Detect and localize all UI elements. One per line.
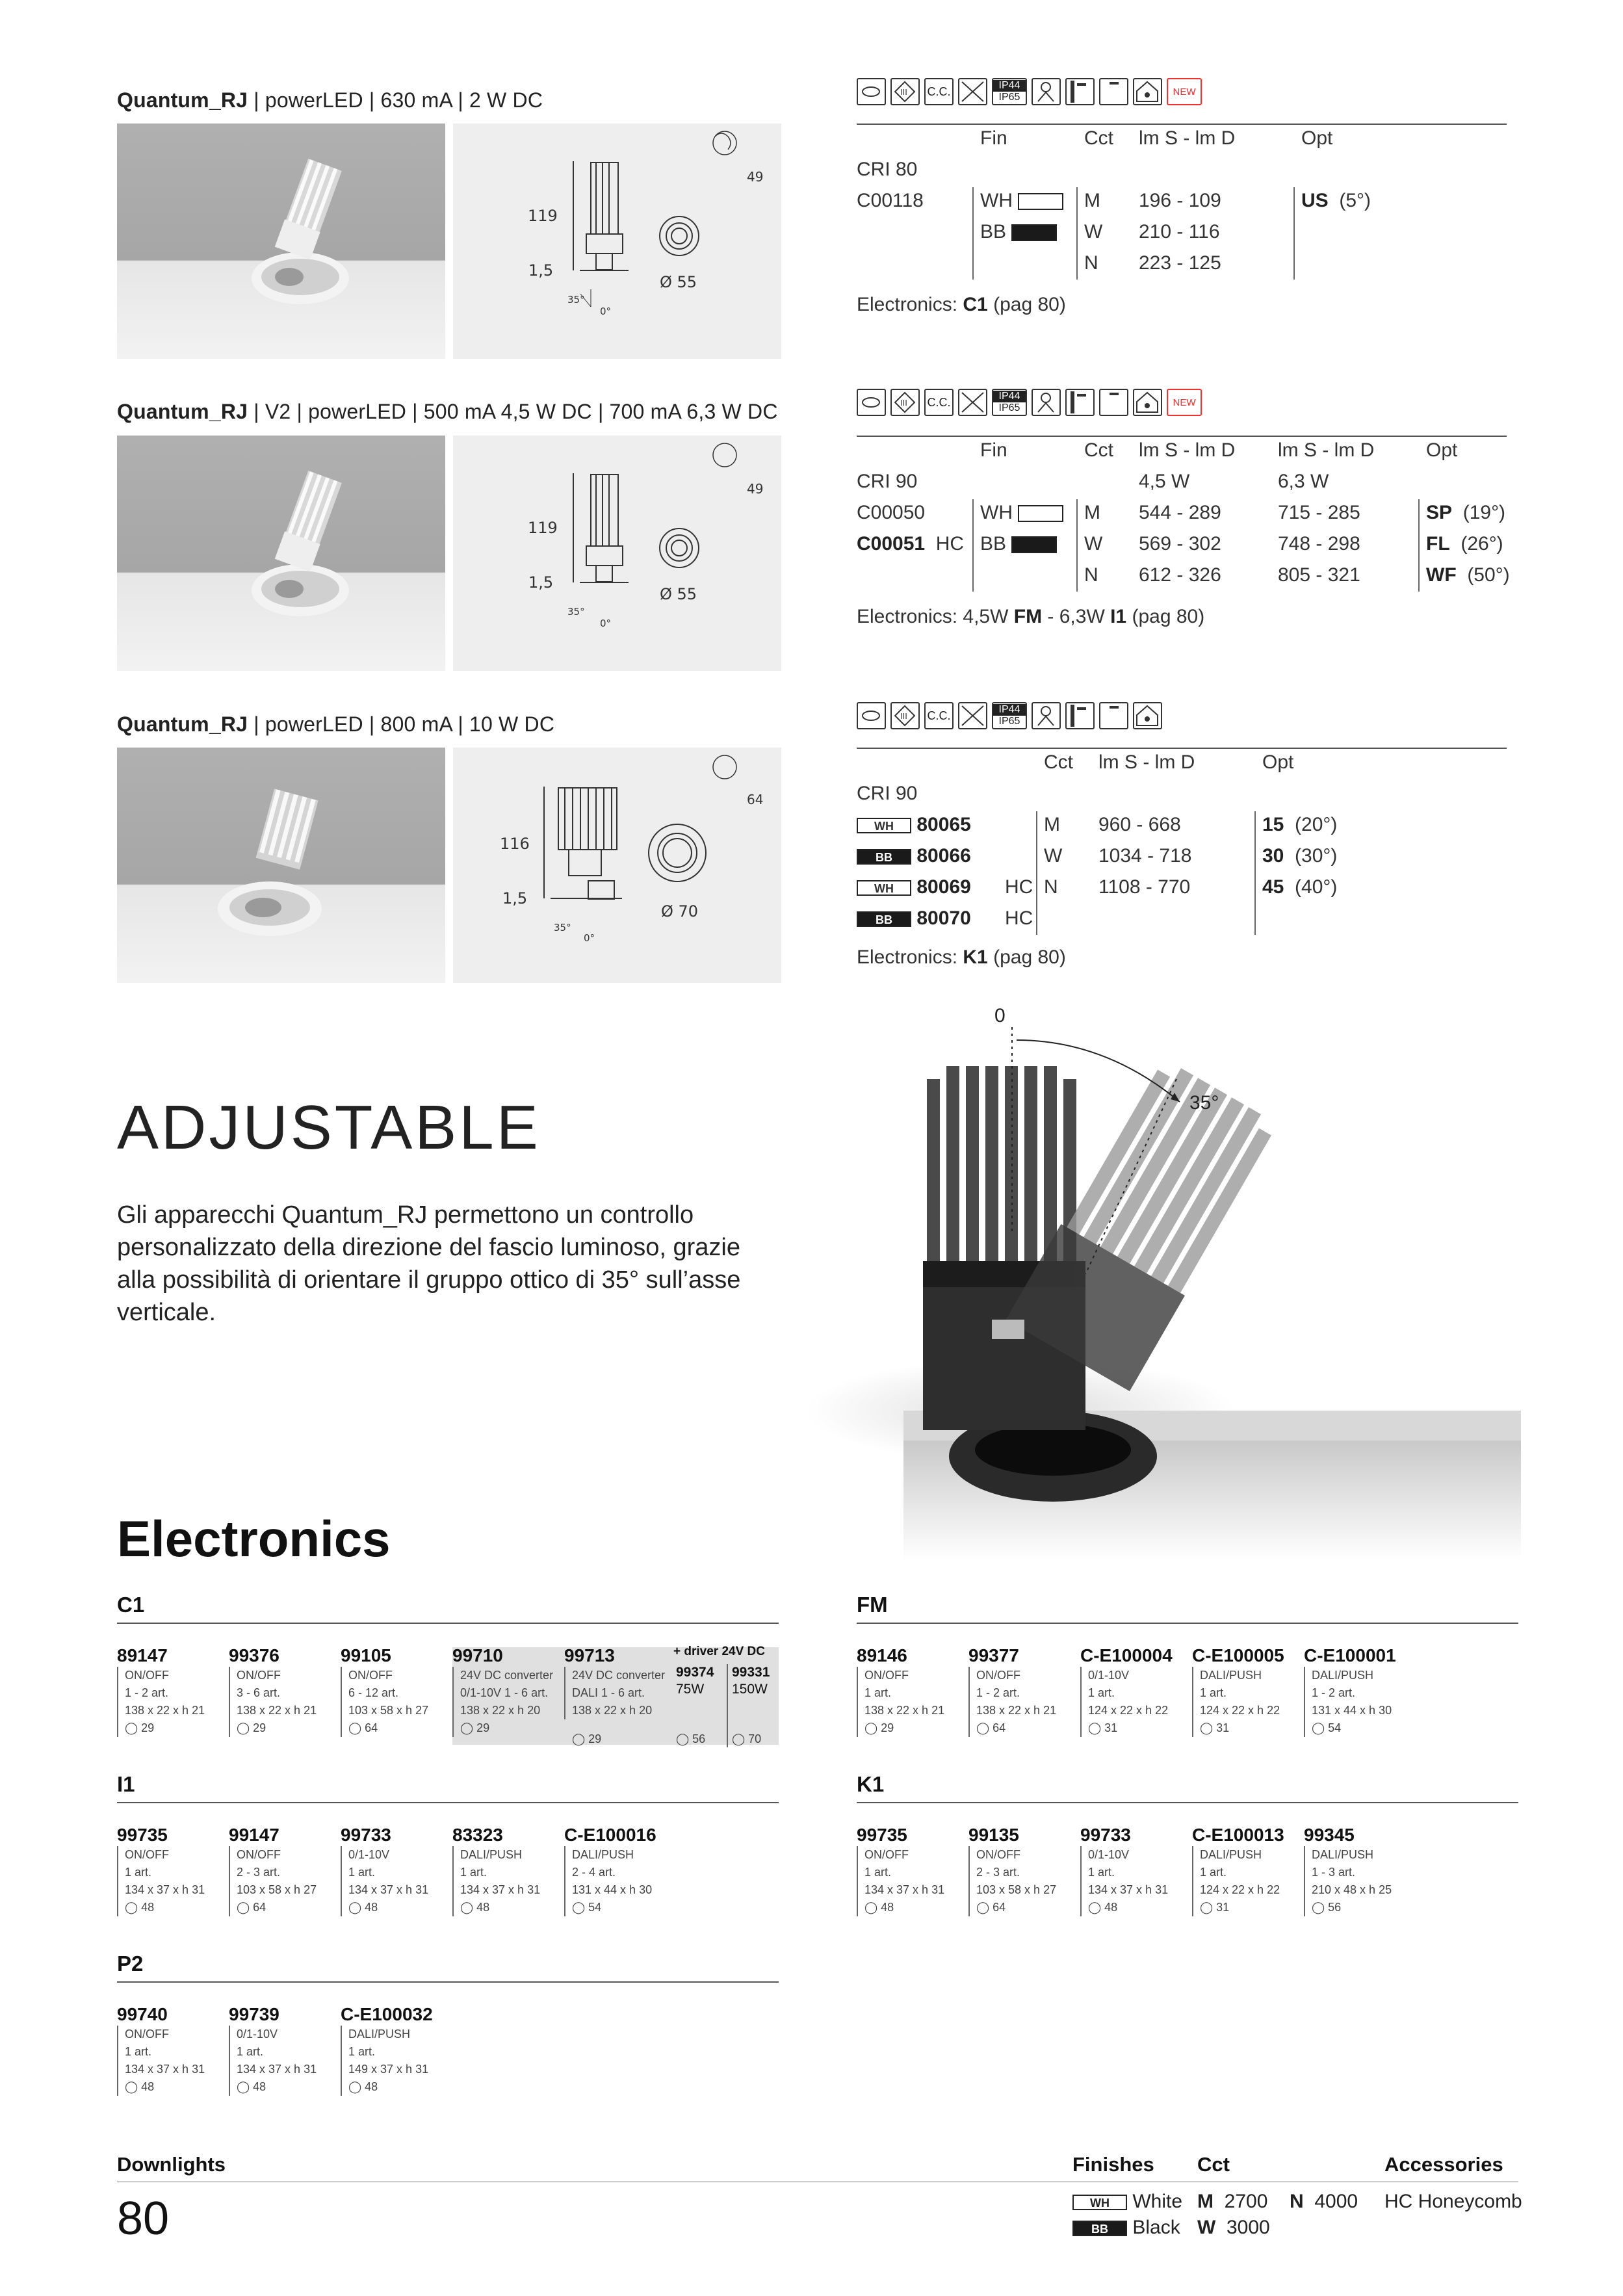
cutout-icon: ◯ (864, 1721, 878, 1734)
cutout-icon: ◯ (864, 1901, 878, 1914)
cutout-icon: ◯ (1200, 1721, 1214, 1734)
icon-row (857, 389, 1202, 416)
dim-diameter: Ø 55 (660, 585, 697, 603)
driver-cutout: ◯ 56 (676, 1732, 706, 1745)
product-code-row: C00051 HC (857, 533, 965, 554)
finishes-label: Finishes (1072, 2153, 1154, 2176)
section-c1: C1 (117, 1593, 145, 1617)
driver-item: 99735 ON/OFF 1 art. 134 x 37 x h 31 ◯ 48 (857, 1824, 968, 1916)
dim-tilt: 35° (567, 606, 585, 618)
dim-zero: 0° (600, 306, 612, 317)
dim-flange: 1,5 (528, 261, 554, 280)
driver-item: 99376 ON/OFF 3 - 6 art. 138 x 22 x h 21 ◯ 29 (229, 1645, 341, 1737)
product-row: WH 80065 (857, 814, 971, 836)
driver-item: 99740 ON/OFF 1 art. 134 x 37 x h 31 ◯ 48 (117, 2003, 229, 2096)
dim-zero: 0° (600, 618, 612, 629)
cutout-icon: ◯ (125, 1901, 138, 1914)
optic-value: FL (26°) (1426, 533, 1503, 554)
cct-value: M (1084, 190, 1100, 211)
cutout-icon: ◯ (676, 1732, 690, 1745)
cutout-icon: ◯ (1088, 1721, 1102, 1734)
dim-cutout: 49 (747, 481, 764, 497)
svg-text:III: III (900, 87, 907, 97)
driver-item: 99345 DALI/PUSH 1 - 3 art. 210 x 48 x h 25 ◯ 56 (1304, 1824, 1416, 1916)
dim-height: 119 (528, 519, 558, 537)
dimension-drawing (453, 748, 781, 983)
product-row: BB 80066 (857, 845, 971, 867)
cutout-icon: ◯ (976, 1721, 990, 1734)
cutout-icon: ◯ (237, 2080, 250, 2093)
driver-item: 99105 ON/OFF 6 - 12 art. 103 x 58 x h 27 ◯ 64 (341, 1645, 452, 1737)
driver-item: C-E100032 DALI/PUSH 1 art. 149 x 37 x h 31 ◯ 48 (341, 2003, 452, 2096)
driver-item: 99733 0/1-10V 1 art. 134 x 37 x h 31 ◯ 48 (341, 1824, 452, 1916)
cct-value: W (1084, 221, 1103, 242)
section-i1: I1 (117, 1772, 135, 1796)
dim-height: 119 (528, 207, 558, 225)
driver-item: 99377 ON/OFF 1 - 2 art. 138 x 22 x h 21 ◯ 64 (968, 1645, 1080, 1737)
electronics-heading: Electronics (117, 1510, 391, 1567)
lumen-value: 544 - 289 (1139, 502, 1221, 523)
dim-height: 116 (500, 835, 530, 853)
cct-value: N (1084, 252, 1098, 274)
cutout-icon: ◯ (460, 1721, 474, 1734)
ceiling-recess-icon (1099, 389, 1128, 416)
driver-cutout: ◯ 29 (572, 1732, 602, 1745)
adjustable-icon (857, 702, 886, 729)
class-iii-icon (890, 389, 920, 416)
accessory-item: HC Honeycomb (1384, 2191, 1522, 2212)
section-fm: FM (857, 1593, 888, 1617)
cct-value: N (1084, 564, 1098, 586)
no-insulation-icon (958, 78, 987, 105)
lumen-value: 960 - 668 (1098, 814, 1181, 835)
driver-item: 99733 0/1-10V 1 art. 134 x 37 x h 31 ◯ 48 (1080, 1824, 1192, 1916)
col-lm: lm S - lm D (1139, 127, 1236, 149)
driver-cutout: ◯ 70 (732, 1732, 762, 1745)
swatch-white (1018, 505, 1063, 522)
dimension-drawing (453, 436, 781, 671)
ip-rating-icon: IP44 IP65 (992, 702, 1027, 729)
lumen-value: 805 - 321 (1278, 564, 1360, 586)
cutout-icon: ◯ (1312, 1721, 1325, 1734)
svg-text:III: III (900, 711, 907, 721)
ceiling-recess-icon (1099, 702, 1128, 729)
driver-item: C-E100016 DALI/PUSH 2 - 4 art. 131 x 44 x h 30 ◯ 54 (564, 1824, 676, 1916)
led-dot-icon (1133, 78, 1162, 105)
accessories-label: Accessories (1384, 2153, 1503, 2176)
class-iii-icon (890, 78, 920, 105)
product-code: C00050 (857, 502, 926, 523)
product-code: C00118 (857, 190, 924, 211)
driver-24v: 99331 150W (732, 1665, 770, 1697)
ceiling-white-icon (1065, 702, 1095, 729)
angle-tilt-label: 35° (1189, 1092, 1219, 1114)
section-k1: K1 (857, 1772, 885, 1796)
fin-bb: BB (980, 533, 1057, 555)
angle-zero-label: 0 (994, 1005, 1006, 1026)
cri-label: CRI 90 (857, 783, 918, 804)
lumen-value: 1108 - 770 (1098, 876, 1191, 898)
product-photo (117, 748, 445, 983)
ceiling-white-icon (1065, 389, 1095, 416)
finish-black: BB Black (1072, 2217, 1180, 2239)
cutout-icon: ◯ (237, 1721, 250, 1734)
constant-current-icon: C.C. (924, 389, 954, 416)
cutout-icon: ◯ (460, 1901, 474, 1914)
driver-item: 89147 ON/OFF 1 - 2 art. 138 x 22 x h 21 ◯ 29 (117, 1645, 229, 1737)
dim-cutout: 64 (747, 792, 764, 807)
col-fin: Fin (980, 127, 1007, 149)
svg-text:III: III (900, 398, 907, 408)
new-badge: NEW (1167, 78, 1202, 105)
swatch-black (1011, 224, 1057, 241)
cct-value: M (1084, 502, 1100, 523)
cri-label: CRI 90 (857, 471, 918, 492)
driver-note: + driver 24V DC (673, 1645, 765, 1658)
power-label: 4,5 W (1139, 471, 1190, 492)
cct-n: N 4000 (1290, 2191, 1358, 2212)
cct-value: W (1084, 533, 1103, 554)
driver-item: 83323 DALI/PUSH 1 art. 134 x 37 x h 31 ◯ 48 (452, 1824, 564, 1916)
driver-item: 89146 ON/OFF 1 art. 138 x 22 x h 21 ◯ 29 (857, 1645, 968, 1737)
lumen-value: 715 - 285 (1278, 502, 1360, 523)
cct-label: Cct (1197, 2153, 1230, 2176)
col-lm: lm S - lm D (1098, 751, 1195, 773)
finish-white: WH White (1072, 2191, 1182, 2213)
cutout-icon: ◯ (1312, 1901, 1325, 1914)
lumen-value: 223 - 125 (1139, 252, 1221, 274)
col-fin: Fin (980, 439, 1007, 461)
product-row: WH 80069 (857, 876, 971, 898)
cutout-icon: ◯ (1200, 1901, 1214, 1914)
cutout-icon: ◯ (348, 1721, 362, 1734)
col-lm-1: lm S - lm D (1139, 439, 1236, 461)
dim-tilt: 35° (567, 294, 585, 306)
cutout-icon: ◯ (125, 1721, 138, 1734)
optic-value: SP (19°) (1426, 502, 1506, 523)
dim-diameter: Ø 70 (661, 902, 699, 920)
ugr-icon (1032, 78, 1061, 105)
footer-section: Downlights (117, 2153, 226, 2176)
adjustable-description: Gli apparecchi Quantum_RJ permettono un controllo personalizzato della direzione del fascio luminoso, grazie alla possibilità di orientare il gruppo ottico di 35° sull’asse verticale. (117, 1201, 741, 1326)
lumen-value: 1034 - 718 (1098, 845, 1192, 867)
optic-value: 30 (30°) (1262, 845, 1338, 867)
dim-flange: 1,5 (502, 889, 528, 907)
adjustable-icon (857, 389, 886, 416)
lumen-value: 569 - 302 (1139, 533, 1221, 554)
constant-current-icon: C.C. (924, 702, 954, 729)
dim-diameter: Ø 55 (660, 273, 697, 291)
swatch-black (1011, 536, 1057, 553)
col-cct: Cct (1084, 439, 1113, 461)
cutout-icon: ◯ (572, 1732, 586, 1745)
driver-item: 99713 24V DC converter DALI 1 - 6 art. 138 x 22 x h 20 (564, 1645, 676, 1719)
product-row: BB 80070 (857, 907, 971, 930)
driver-item: 99147 ON/OFF 2 - 3 art. 103 x 58 x h 27 ◯ 64 (229, 1824, 341, 1916)
product-title: Quantum_RJ | powerLED | 630 mA | 2 W DC (117, 88, 543, 112)
col-cct: Cct (1044, 751, 1073, 773)
cct-value: N (1044, 876, 1058, 898)
lumen-value: 196 - 109 (1139, 190, 1221, 211)
cutout-icon: ◯ (125, 2080, 138, 2093)
product-title: Quantum_RJ | powerLED | 800 mA | 10 W DC (117, 712, 555, 736)
icon-row (857, 78, 1202, 105)
new-badge: NEW (1167, 389, 1202, 416)
ip-rating-icon: IP44 IP65 (992, 78, 1027, 105)
ceiling-white-icon (1065, 78, 1095, 105)
fin-bb: BB (980, 221, 1057, 243)
driver-item: 99739 0/1-10V 1 art. 134 x 37 x h 31 ◯ 48 (229, 2003, 341, 2096)
cutout-icon: ◯ (1088, 1901, 1102, 1914)
product-photo (117, 436, 445, 671)
adjustable-illustration (799, 1001, 1521, 1560)
driver-item: C-E100013 DALI/PUSH 1 art. 124 x 22 x h 22 ◯ 31 (1192, 1824, 1304, 1916)
cct-value: W (1044, 845, 1063, 867)
constant-current-icon: C.C. (924, 78, 954, 105)
product-photo (117, 124, 445, 359)
icon-row (857, 702, 1162, 729)
hc-label: HC (1005, 907, 1033, 929)
fin-wh: WH (980, 502, 1063, 524)
cri-label: CRI 80 (857, 159, 918, 180)
driver-item: C-E100001 DALI/PUSH 1 - 2 art. 131 x 44 x h 30 ◯ 54 (1304, 1645, 1416, 1737)
no-insulation-icon (958, 389, 987, 416)
hc-label: HC (1005, 876, 1033, 898)
optic-value: US (5°) (1301, 190, 1371, 211)
electronics-ref[interactable]: Electronics: K1 (pag 80) (857, 946, 1066, 968)
col-cct: Cct (1084, 127, 1113, 149)
col-opt: Opt (1301, 127, 1333, 149)
ceiling-recess-icon (1099, 78, 1128, 105)
class-iii-icon (890, 702, 920, 729)
lumen-value: 612 - 326 (1139, 564, 1221, 586)
lumen-value: 748 - 298 (1278, 533, 1360, 554)
no-insulation-icon (958, 702, 987, 729)
fin-wh: WH (980, 190, 1063, 212)
electronics-ref[interactable]: Electronics: C1 (pag 80) (857, 294, 1066, 315)
driver-item: 99735 ON/OFF 1 art. 134 x 37 x h 31 ◯ 48 (117, 1824, 229, 1916)
driver-item: C-E100005 DALI/PUSH 1 art. 124 x 22 x h 22 ◯ 31 (1192, 1645, 1304, 1737)
cutout-icon: ◯ (976, 1901, 990, 1914)
lumen-value: 210 - 116 (1139, 221, 1220, 242)
led-dot-icon (1133, 389, 1162, 416)
dim-zero: 0° (584, 932, 595, 944)
cutout-icon: ◯ (572, 1901, 586, 1914)
section-p2: P2 (117, 1951, 144, 1976)
led-dot-icon (1133, 702, 1162, 729)
dim-tilt: 35° (554, 922, 571, 933)
electronics-ref[interactable]: Electronics: 4,5W FM - 6,3W I1 (pag 80) (857, 606, 1205, 627)
adjustable-heading: ADJUSTABLE (117, 1093, 541, 1162)
ip-rating-icon: IP44 IP65 (992, 389, 1027, 416)
cct-m: M 2700 (1197, 2191, 1268, 2212)
optic-value: 15 (20°) (1262, 814, 1338, 835)
product-title: Quantum_RJ | V2 | powerLED | 500 mA 4,5 W DC | 700 mA 6,3 W DC (117, 400, 778, 423)
adjustable-icon (857, 78, 886, 105)
cutout-icon: ◯ (348, 1901, 362, 1914)
cutout-icon: ◯ (237, 1901, 250, 1914)
driver-24v: 99374 75W (676, 1665, 714, 1697)
swatch-white (1018, 193, 1063, 210)
dimension-drawing (453, 124, 781, 359)
dim-cutout: 49 (747, 169, 764, 185)
driver-item: 99710 24V DC converter 0/1-10V 1 - 6 art. 138 x 22 x h 20 ◯ 29 (452, 1645, 564, 1737)
dim-flange: 1,5 (528, 573, 554, 592)
cutout-icon: ◯ (348, 2080, 362, 2093)
cutout-icon: ◯ (732, 1732, 746, 1745)
driver-item: 99135 ON/OFF 2 - 3 art. 103 x 58 x h 27 ◯ 64 (968, 1824, 1080, 1916)
ugr-icon (1032, 702, 1061, 729)
col-opt: Opt (1262, 751, 1294, 773)
driver-item: C-E100004 0/1-10V 1 art. 124 x 22 x h 22 ◯ 31 (1080, 1645, 1192, 1737)
col-opt: Opt (1426, 439, 1458, 461)
power-label: 6,3 W (1278, 471, 1329, 492)
cct-value: M (1044, 814, 1060, 835)
ugr-icon (1032, 389, 1061, 416)
page-number: 80 (117, 2193, 170, 2245)
optic-value: WF (50°) (1426, 564, 1510, 586)
col-lm-2: lm S - lm D (1278, 439, 1375, 461)
cct-w: W 3000 (1197, 2217, 1270, 2238)
optic-value: 45 (40°) (1262, 876, 1338, 898)
